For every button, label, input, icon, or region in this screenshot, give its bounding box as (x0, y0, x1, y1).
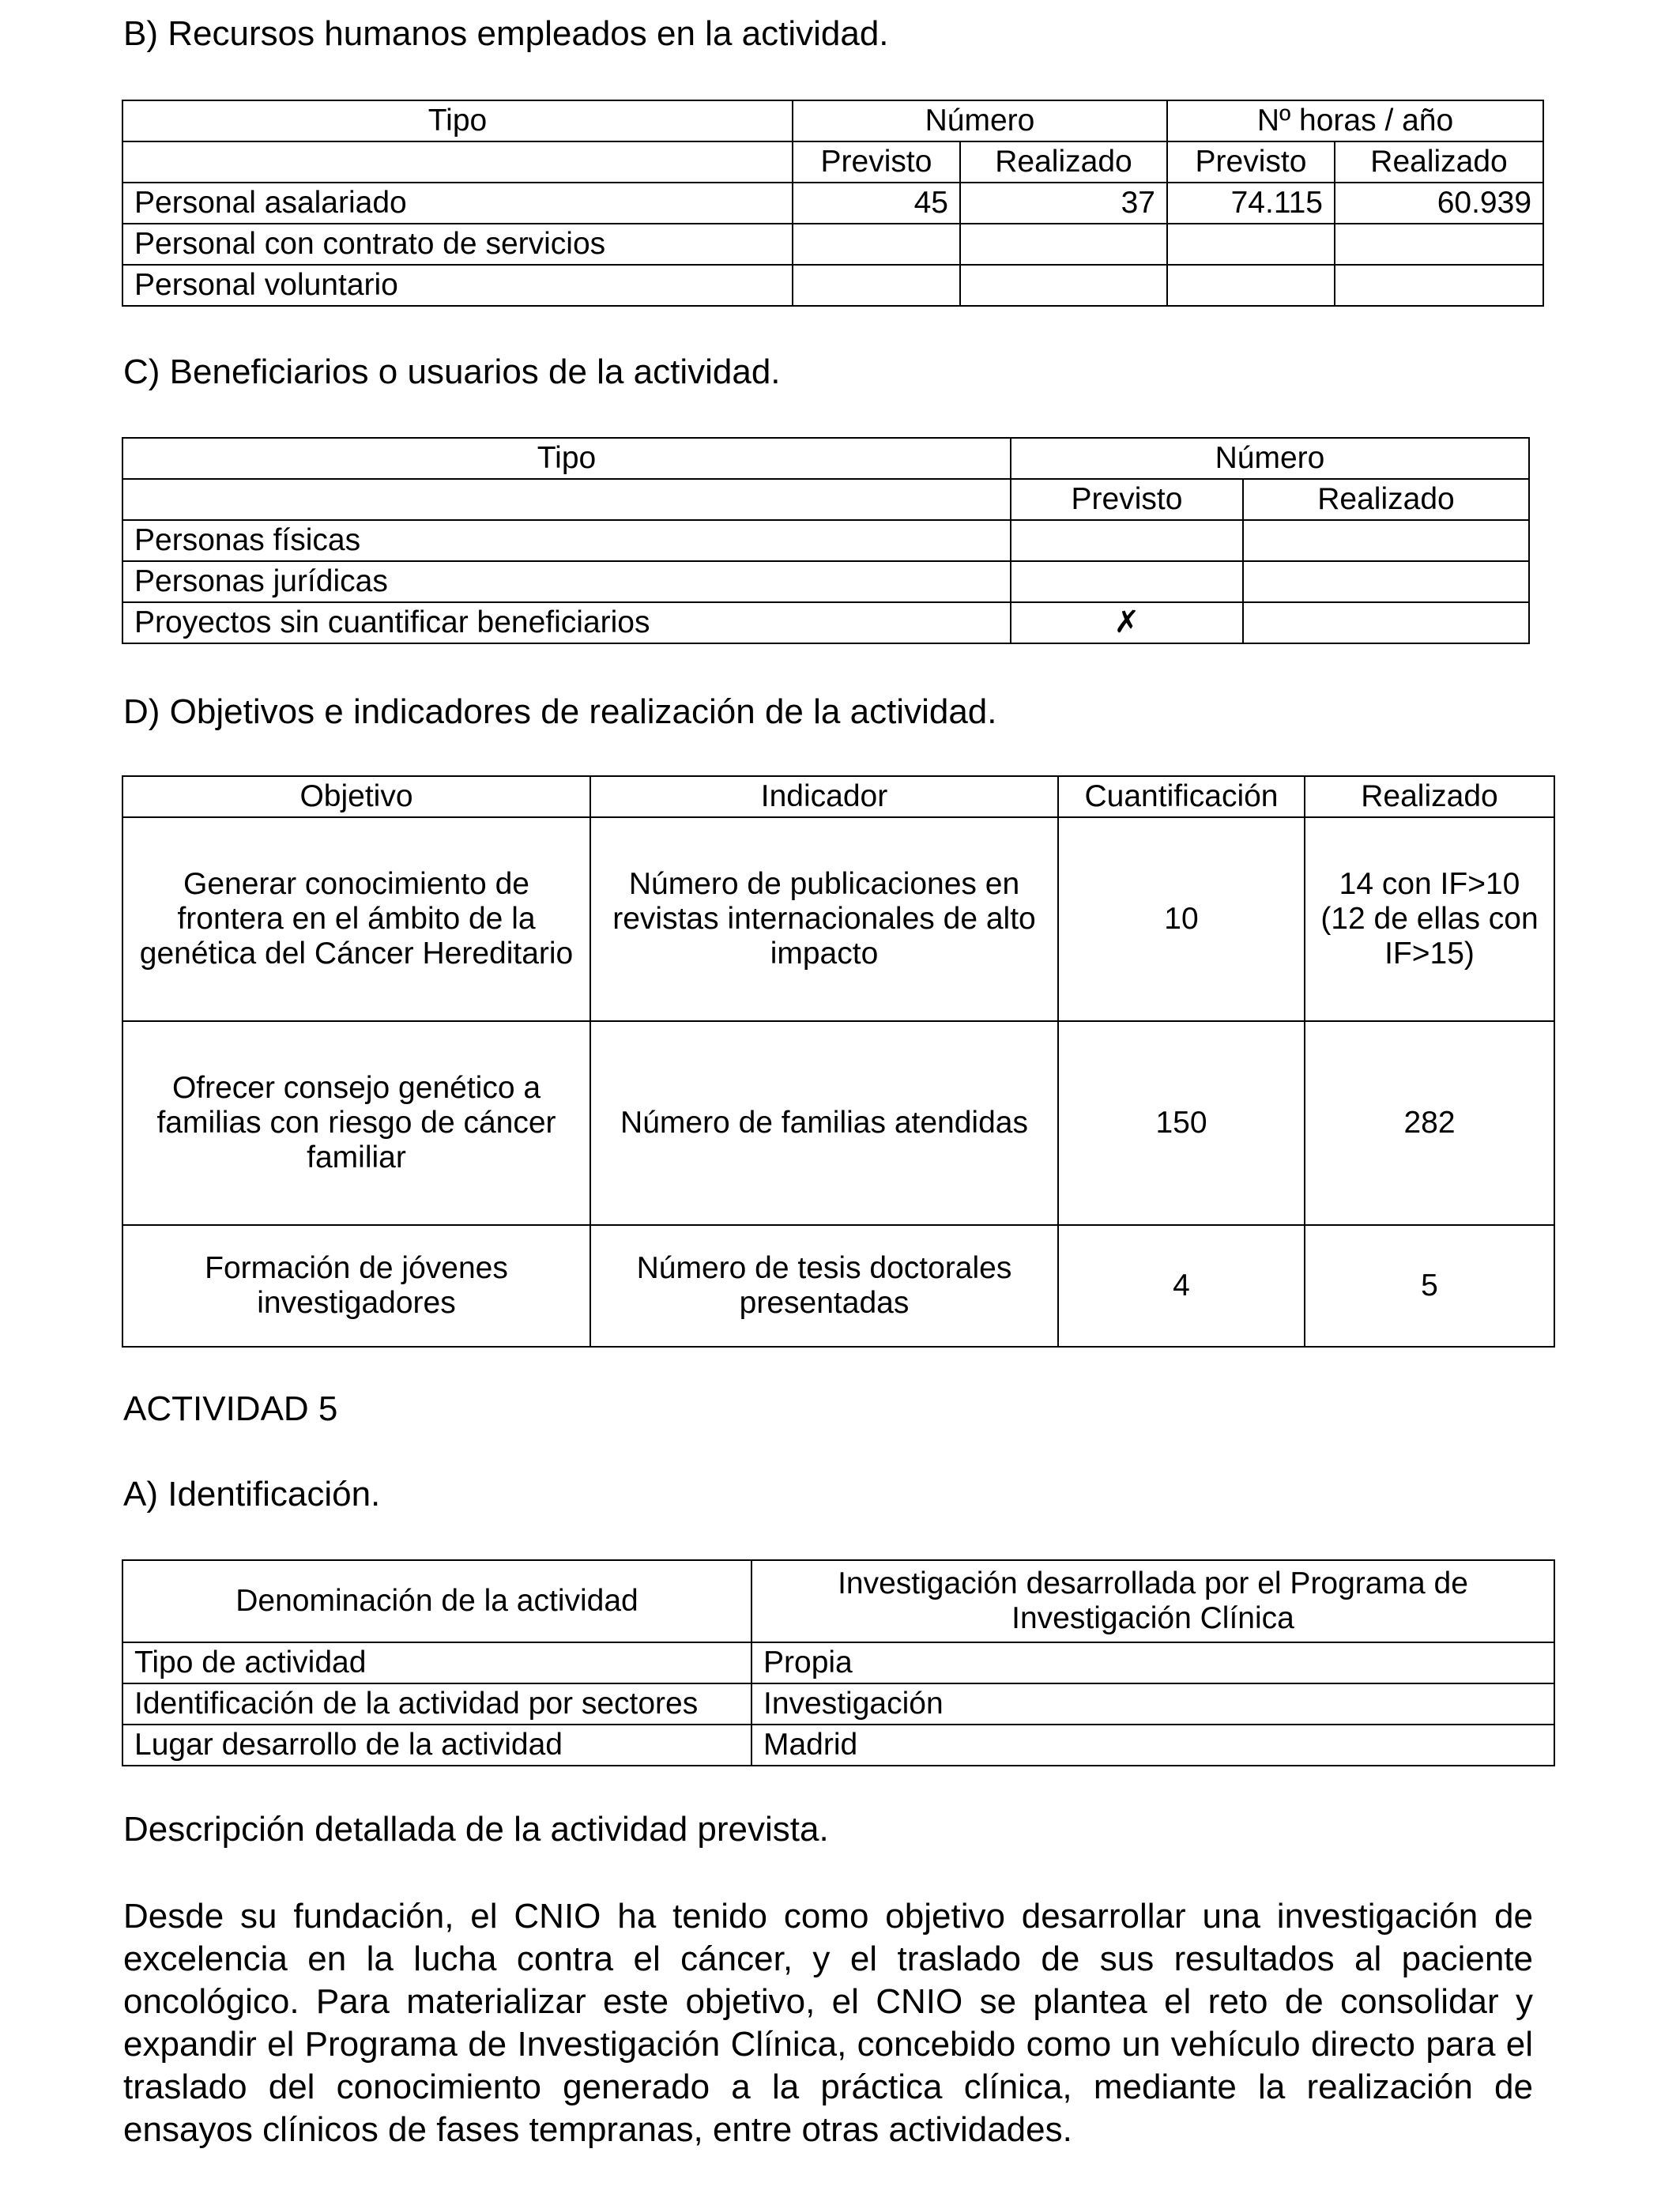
table-row (122, 817, 1554, 1021)
row-previsto (1011, 520, 1243, 561)
table-row (122, 183, 1543, 224)
row-realizado (1243, 561, 1529, 602)
table-row (122, 1560, 1554, 1642)
section-c-heading: C) Beneficiarios o usuarios de la actividad. (123, 352, 781, 391)
table-row (122, 520, 1529, 561)
section-d-heading: D) Objetivos e indicadores de realización de la actividad. (123, 692, 997, 731)
header-cuantificacion: Cuantificación (1058, 776, 1305, 817)
row-objetivo: Formación de jóvenes investigadores (122, 1225, 590, 1347)
row-previsto (1011, 561, 1243, 602)
row-indicador: Número de familias atendidas (590, 1021, 1058, 1225)
table-row (122, 1683, 1554, 1725)
row-tipo: Personal voluntario (122, 265, 793, 306)
row-cuantificacion: 4 (1058, 1225, 1305, 1347)
row-horas-previsto (1167, 265, 1335, 306)
table-subheader-row (122, 479, 1529, 520)
header-empty (122, 479, 1011, 520)
row-num-realizado (960, 265, 1167, 306)
actividad-5-title: ACTIVIDAD 5 (123, 1389, 338, 1428)
row-value: Propia (751, 1642, 1554, 1683)
table-row (122, 224, 1543, 265)
table-row (122, 1021, 1554, 1225)
row-tipo: Personal con contrato de servicios (122, 224, 793, 265)
row-previsto-checkmark: ✗ (1011, 602, 1243, 643)
header-num-realizado: Realizado (960, 141, 1167, 183)
header-empty (122, 141, 793, 183)
descripcion-heading: Descripción detallada de la actividad prevista. (123, 1810, 829, 1849)
row-label: Lugar desarrollo de la actividad (122, 1725, 751, 1766)
row-label: Tipo de actividad (122, 1642, 751, 1683)
row-tipo: Personas jurídicas (122, 561, 1011, 602)
beneficiarios-table (122, 437, 1530, 644)
header-previsto: Previsto (1011, 479, 1243, 520)
row-num-previsto (793, 224, 960, 265)
table-subheader-row (122, 141, 1543, 183)
header-numero: Número (1011, 438, 1529, 479)
row-label: Denominación de la actividad (122, 1560, 751, 1642)
row-cuantificacion: 150 (1058, 1021, 1305, 1225)
header-tipo: Tipo (122, 100, 793, 141)
row-horas-realizado (1335, 224, 1543, 265)
objetivos-table (122, 775, 1555, 1348)
row-realizado: 5 (1305, 1225, 1554, 1347)
header-realizado: Realizado (1305, 776, 1554, 817)
row-realizado: 282 (1305, 1021, 1554, 1225)
row-num-realizado (960, 224, 1167, 265)
header-num-previsto: Previsto (793, 141, 960, 183)
table-header-row (122, 776, 1554, 817)
row-label: Identificación de la actividad por sectores (122, 1683, 751, 1725)
table-row (122, 1725, 1554, 1766)
section-b-heading: B) Recursos humanos empleados en la actividad. (123, 14, 889, 53)
row-tipo: Personas físicas (122, 520, 1011, 561)
row-realizado (1243, 602, 1529, 643)
row-indicador: Número de tesis doctorales presentadas (590, 1225, 1058, 1347)
table-row (122, 265, 1543, 306)
row-horas-realizado (1335, 265, 1543, 306)
header-tipo: Tipo (122, 438, 1011, 479)
header-realizado: Realizado (1243, 479, 1529, 520)
header-horas-previsto: Previsto (1167, 141, 1335, 183)
row-value: Investigación desarrollada por el Programa de Investigación Clínica (751, 1560, 1554, 1642)
header-horas: Nº horas / año (1167, 100, 1543, 141)
row-num-realizado: 37 (960, 183, 1167, 224)
row-realizado (1243, 520, 1529, 561)
table-row (122, 561, 1529, 602)
row-num-previsto: 45 (793, 183, 960, 224)
table-header-row (122, 100, 1543, 141)
row-horas-realizado: 60.939 (1335, 183, 1543, 224)
row-tipo: Personal asalariado (122, 183, 793, 224)
header-objetivo: Objetivo (122, 776, 590, 817)
identificacion-heading: A) Identificación. (123, 1475, 381, 1514)
header-indicador: Indicador (590, 776, 1058, 817)
header-numero: Número (793, 100, 1167, 141)
descripcion-paragraph: Desde su fundación, el CNIO ha tenido como objetivo desarrollar una investigación de excelencia en la lucha contra el cáncer, y el traslado de sus resultados al paciente oncológico. Para materializar este objetivo, el CNIO se plantea el reto de consolidar y expandir el Programa de Investigación Clínica, concebido como un vehículo directo para el traslado del conocimiento generado a la práctica clínica, mediante la realización de ensayos clínicos de fases tempranas, entre otras actividades. (123, 1897, 1533, 2149)
row-indicador: Número de publicaciones en revistas internacionales de alto impacto (590, 817, 1058, 1021)
row-cuantificacion: 10 (1058, 817, 1305, 1021)
recursos-humanos-table (122, 100, 1544, 307)
row-objetivo: Ofrecer consejo genético a familias con riesgo de cáncer familiar (122, 1021, 590, 1225)
table-row (122, 1225, 1554, 1347)
row-horas-previsto (1167, 224, 1335, 265)
header-horas-realizado: Realizado (1335, 141, 1543, 183)
identificacion-table (122, 1559, 1555, 1766)
table-row (122, 1642, 1554, 1683)
row-value: Investigación (751, 1683, 1554, 1725)
table-header-row (122, 438, 1529, 479)
row-realizado: 14 con IF>10 (12 de ellas con IF>15) (1305, 817, 1554, 1021)
row-num-previsto (793, 265, 960, 306)
table-row (122, 602, 1529, 643)
row-horas-previsto: 74.115 (1167, 183, 1335, 224)
row-tipo: Proyectos sin cuantificar beneficiarios (122, 602, 1011, 643)
row-objetivo: Generar conocimiento de frontera en el ámbito de la genética del Cáncer Hereditario (122, 817, 590, 1021)
row-value: Madrid (751, 1725, 1554, 1766)
